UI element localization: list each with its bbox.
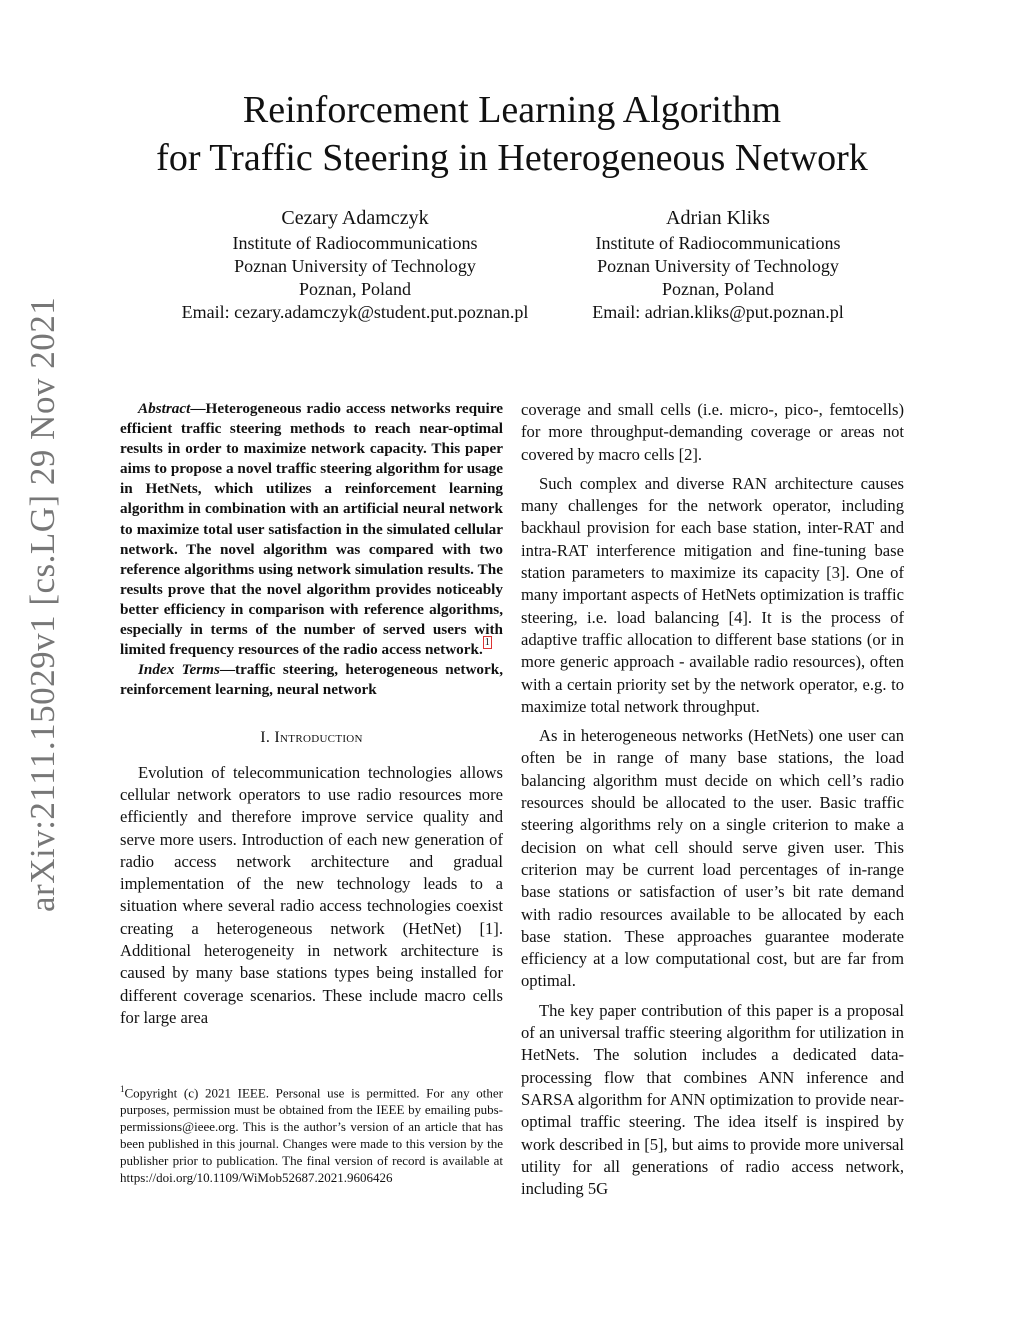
author-location: Poznan, Poland (662, 279, 774, 299)
author-university: Poznan University of Technology (234, 256, 476, 276)
title-line-2: for Traffic Steering in Heterogeneous Network (156, 137, 868, 179)
footnote-text: Copyright (c) 2021 IEEE. Personal use is permitted. For any other purposes, permission must be obtained from the IEEE by emailing pubs-permissions@ieee.org. This is the author’s version of an article that has been published in this journal. Changes were made to this version by the publisher prior to publication. The final version of record is available at https://doi.org/10.1109/WiMob52687.2021.9606426 (120, 1085, 503, 1186)
author-name: Adrian Kliks (666, 207, 770, 229)
index-terms-dash: — (219, 661, 236, 679)
abstract-text: Heterogeneous radio access networks require efficient traffic steering methods to reach near-optimal results in order to maximize network capacity. This paper aims to propose a novel traffic steering algorithm for usage in HetNets, which utilizes a reinforcement learning algorithm in combination with an artificial neural network to maximize total user satisfaction in the simulated cellular network. The novel algorithm was compared with two reference algorithms using network simulation results. The results prove that the novel algorithm provides noticeably better efficiency in comparison with reference algorithms, especially in terms of the number of served users with limited frequency resources of the radio access network. (120, 400, 503, 659)
author-affiliation: Institute of Radiocommunications (595, 233, 841, 253)
paragraph: As in heterogeneous networks (HetNets) one user can often be in range of many base stations, the load balancing algorithm must decide on which cell’s radio resources should be allocated to the user. Basic traffic steering algorithms rely on a single criterion to make a decision on what cell should serve given user. This criterion may be current load percentages of in-range base stations or satisfaction of user’s bit rate demand with radio resources available to be allocated by each base station. These approaches guarantee moderate efficiency at a low computational cost, but are far from optimal. (521, 726, 904, 991)
index-terms-text: traffic steering, heterogeneous network, reinforcement learning, neural network (120, 661, 503, 699)
footnote (120, 1081, 503, 1186)
author-email[interactable]: Email: adrian.kliks@put.poznan.pl (592, 302, 844, 322)
author-block-1 (155, 207, 555, 324)
paper-title (0, 86, 1024, 182)
author-block-2 (568, 207, 868, 324)
section-title: Introduction (274, 729, 363, 747)
left-column (120, 399, 503, 1029)
paragraph: The key paper contribution of this paper is a proposal of an universal traffic steering algorithm for utilization in HetNets. The solution includes a dedicated data-processing flow that combines ANN inference and SARSA algorithm for ANN optimization to provide near-optimal traffic steering. The idea itself is inspired by work described in [5], but aims to provide more universal utility for all generations of radio access network, including 5G (521, 1000, 904, 1199)
paragraph: Such complex and diverse RAN architecture causes many challenges for the network operator, including backhaul provision for each base station, inter-RAT and intra-RAT interference mitigation and fine-tuning base station parameters to maximize its capacity [3]. One of many important aspects of HetNets optimization is traffic steering, i.e. load balancing [4]. It is the process of adaptive traffic allocation to different base stations (or in more generic approach - available radio resources), often with a certain priority set by the network operator, e.g. to maximize total network throughput. (521, 473, 904, 716)
abstract (120, 399, 503, 660)
abstract-dash: — (190, 400, 206, 417)
section-number: I. (260, 729, 275, 747)
title-line-1: Reinforcement Learning Algorithm (242, 89, 782, 131)
author-location: Poznan, Poland (299, 279, 411, 299)
author-affiliation: Institute of Radiocommunications (232, 233, 478, 253)
paragraph: coverage and small cells (i.e. micro-, pico-, femtocells) for more throughput-demanding coverage or areas not covered by macro cells [2]. (521, 400, 904, 464)
paragraph: Evolution of telecommunication technologies allows cellular network operators to use radio resources more efficiently and therefore improve service quality and serve more users. Introduction of each new generation of radio access network architecture and gradual implementation of the new technology leads to a situation where several radio access technologies coexist creating a heterogeneous network (HetNet) [1]. Additional heterogeneity in network architecture is caused by many base stations types being installed for different coverage scenarios. These include macro cells for large area (120, 762, 503, 1027)
footnote-link[interactable]: 1 (484, 637, 490, 649)
author-email[interactable]: Email: cezary.adamczyk@student.put.poznan.pl (181, 302, 529, 322)
author-university: Poznan University of Technology (597, 256, 839, 276)
author-name: Cezary Adamczyk (281, 207, 429, 229)
footnote-mark: 1 (120, 1084, 125, 1094)
abstract-label: Abstract (138, 400, 191, 417)
index-terms (120, 660, 503, 700)
section-heading (120, 727, 503, 749)
right-column (521, 399, 904, 1200)
arxiv-identifier: arXiv:2111.15029v1 [cs.LG] 29 Nov 2021 (23, 296, 62, 912)
index-terms-label: Index Terms (138, 661, 220, 679)
